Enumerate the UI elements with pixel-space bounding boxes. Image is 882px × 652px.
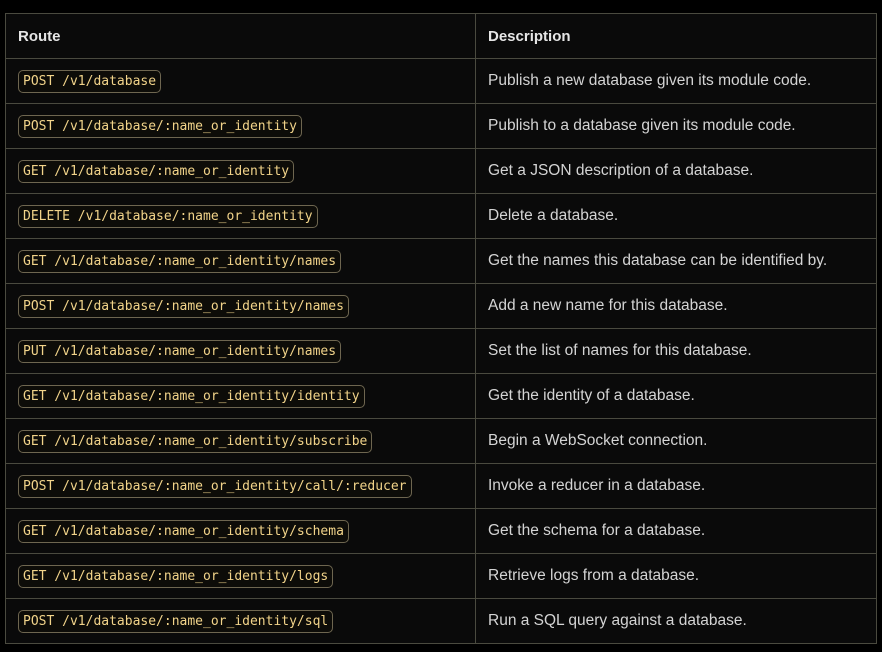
table-row <box>6 284 877 329</box>
route-code: POST /v1/database/:name_or_identity/sql <box>18 610 333 633</box>
table-header-row <box>6 14 877 59</box>
table-row <box>6 419 877 464</box>
header-description: Description <box>476 14 877 59</box>
description-cell: Delete a database. <box>476 194 877 239</box>
route-cell <box>6 239 476 284</box>
route-cell <box>6 149 476 194</box>
routes-table <box>5 13 877 644</box>
description-cell: Get the identity of a database. <box>476 374 877 419</box>
description-cell: Run a SQL query against a database. <box>476 599 877 644</box>
route-code: GET /v1/database/:name_or_identity/names <box>18 250 341 273</box>
table-row <box>6 509 877 554</box>
route-cell <box>6 59 476 104</box>
description-cell: Get the schema for a database. <box>476 509 877 554</box>
route-cell <box>6 464 476 509</box>
description-cell: Begin a WebSocket connection. <box>476 419 877 464</box>
table-row <box>6 104 877 149</box>
route-code: GET /v1/database/:name_or_identity <box>18 160 294 183</box>
route-cell <box>6 554 476 599</box>
table-row <box>6 374 877 419</box>
table-row <box>6 464 877 509</box>
route-cell <box>6 329 476 374</box>
route-code: DELETE /v1/database/:name_or_identity <box>18 205 318 228</box>
description-cell: Invoke a reducer in a database. <box>476 464 877 509</box>
route-cell <box>6 509 476 554</box>
description-cell: Set the list of names for this database. <box>476 329 877 374</box>
route-code: PUT /v1/database/:name_or_identity/names <box>18 340 341 363</box>
table-row <box>6 329 877 374</box>
header-route: Route <box>6 14 476 59</box>
route-code: POST /v1/database/:name_or_identity/names <box>18 295 349 318</box>
description-cell: Get the names this database can be identified by. <box>476 239 877 284</box>
table-row <box>6 554 877 599</box>
route-cell <box>6 374 476 419</box>
route-code: GET /v1/database/:name_or_identity/logs <box>18 565 333 588</box>
description-cell: Add a new name for this database. <box>476 284 877 329</box>
route-code: GET /v1/database/:name_or_identity/subscribe <box>18 430 372 453</box>
description-cell: Publish to a database given its module code. <box>476 104 877 149</box>
table-row <box>6 59 877 104</box>
route-code: POST /v1/database/:name_or_identity <box>18 115 302 138</box>
table-row <box>6 149 877 194</box>
table-row <box>6 239 877 284</box>
table-row <box>6 599 877 644</box>
route-code: GET /v1/database/:name_or_identity/identity <box>18 385 365 408</box>
route-code: GET /v1/database/:name_or_identity/schema <box>18 520 349 543</box>
description-cell: Get a JSON description of a database. <box>476 149 877 194</box>
route-cell <box>6 194 476 239</box>
route-code: POST /v1/database/:name_or_identity/call/:reducer <box>18 475 412 498</box>
route-code: POST /v1/database <box>18 70 161 93</box>
routes-table-container <box>5 13 876 644</box>
table-row <box>6 194 877 239</box>
description-cell: Publish a new database given its module code. <box>476 59 877 104</box>
route-cell <box>6 599 476 644</box>
route-cell <box>6 284 476 329</box>
route-cell <box>6 419 476 464</box>
description-cell: Retrieve logs from a database. <box>476 554 877 599</box>
route-cell <box>6 104 476 149</box>
